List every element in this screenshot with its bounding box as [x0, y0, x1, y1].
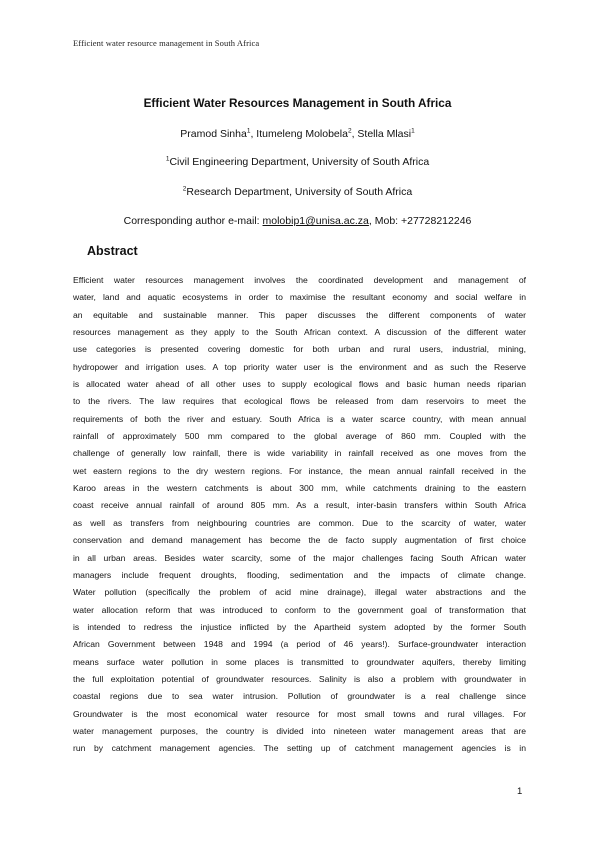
affiliation-text: Research Department, University of South Africa [186, 186, 413, 198]
abstract-line: means surface water pollution in some places is transmitted to groundwater aquifers, thereby limiting [73, 656, 526, 667]
abstract-line: rainfall of approximately 500 mm compared to the global average of 860 mm. Coupled with the [73, 431, 526, 442]
abstract-line: requirements of both the river and estuary. South Africa is a water scarce country, with mean annual [73, 413, 526, 424]
abstract-line: managers include frequent droughts, flooding, sedimentation and the impacts of climate change. [73, 569, 526, 580]
abstract-line: Efficient water resources management involves the coordinated development and management of [73, 275, 526, 285]
abstract-body [73, 272, 526, 758]
author-list [0, 128, 595, 140]
abstract-line: coast receive annual rainfall of around 805 mm. As a result, inter-basin transfers within South Africa [73, 500, 526, 511]
abstract-line: the full exploitation potential of groundwater resources. Salinity is also a problem with groundwater in [73, 673, 526, 684]
abstract-line: water, land and aquatic ecosystems in order to maximise the resultant economy and social welfare in [73, 292, 526, 303]
abstract-line: water management purposes, the country is divided into nineteen water management areas that are [73, 725, 526, 736]
page-number: 1 [517, 786, 523, 797]
running-header: Efficient water resource management in South Africa [73, 38, 260, 48]
abstract-line: is intended to redress the injustice inflicted by the Apartheid system adopted by the former South [73, 621, 526, 632]
affiliation-marker: 1 [165, 155, 170, 163]
abstract-line: run by catchment management agencies. The setting up of catchment management agencies is in [73, 743, 526, 754]
affiliation-text: Civil Engineering Department, University of South Africa [169, 156, 430, 168]
abstract-line: to the rivers. The law requires that ecological flows be released from dam reservoirs to meet the [73, 396, 526, 407]
abstract-heading: Abstract [87, 244, 138, 258]
contact-prefix: Corresponding author e-mail: [123, 215, 263, 227]
author-name: Itumeleng Molobela [256, 128, 348, 140]
author-separator: , [250, 128, 257, 140]
abstract-line: Water pollution (specifically the problem of acid mine drainage), illegal water abstractions and the [73, 587, 526, 598]
abstract-line: as well as transfers from neighbouring countries are common. Due to the scarcity of water, water [73, 517, 526, 528]
author-email-link[interactable]: molobip1@unisa.ac.za [262, 215, 369, 227]
abstract-line: resources management as they apply to the South African context. A discussion of the different water [73, 327, 526, 338]
abstract-line: is allocated water ahead of all other uses to supply ecological flows and basic human needs riparian [73, 379, 526, 390]
abstract-line: an equitable and sustainable manner. This paper discusses the different components of water [73, 309, 526, 320]
contact-phone: , Mob: +27728212246 [368, 215, 472, 227]
author-separator: , [351, 128, 358, 140]
abstract-line: water allocation reform that was introduced to conform to the government goal of transformation that [73, 604, 526, 615]
abstract-line: coastal regions due to sea water intrusion. Pollution of groundwater is a real challenge since [73, 691, 526, 702]
abstract-line: hydropower and irrigation uses. A top priority water user is the environment and as such the Reserve [73, 361, 526, 372]
author-name: Pramod Sinha [180, 128, 247, 140]
author-affiliation-marker: 1 [411, 127, 415, 135]
affiliation-marker: 2 [182, 185, 187, 193]
abstract-line: Karoo areas in the western catchments is about 300 mm, while catchments draining to the eastern [73, 483, 526, 494]
abstract-line: wet eastern regions to the dry western regions. For instance, the mean annual rainfall received in the [73, 465, 526, 476]
abstract-line: African Government between 1948 and 1994 (a period of 46 years!). Surface-groundwater interaction [73, 639, 526, 650]
abstract-line: use categories is presented covering domestic for both urban and rural users, industrial, mining, [73, 344, 526, 355]
author-affiliation-marker: 2 [347, 127, 352, 135]
abstract-line: Groundwater is the most economical water resource for most small towns and rural villages. For [73, 708, 526, 719]
abstract-line: in all urban areas. Besides water scarcity, some of the major challenges facing South African water [73, 552, 526, 563]
author-affiliation-marker: 1 [246, 127, 251, 135]
corresponding-author [0, 215, 595, 227]
abstract-line: challenge of generally low rainfall, there is wide variability in rainfall received as one moves from the [73, 448, 526, 459]
author-name: Stella Mlasi [357, 128, 412, 140]
abstract-line: conservation and demand management has become the de facto supply augmentation of first choice [73, 535, 526, 546]
affiliation-1 [0, 156, 595, 168]
affiliation-2 [0, 186, 595, 198]
paper-title: Efficient Water Resources Management in South Africa [143, 96, 452, 110]
